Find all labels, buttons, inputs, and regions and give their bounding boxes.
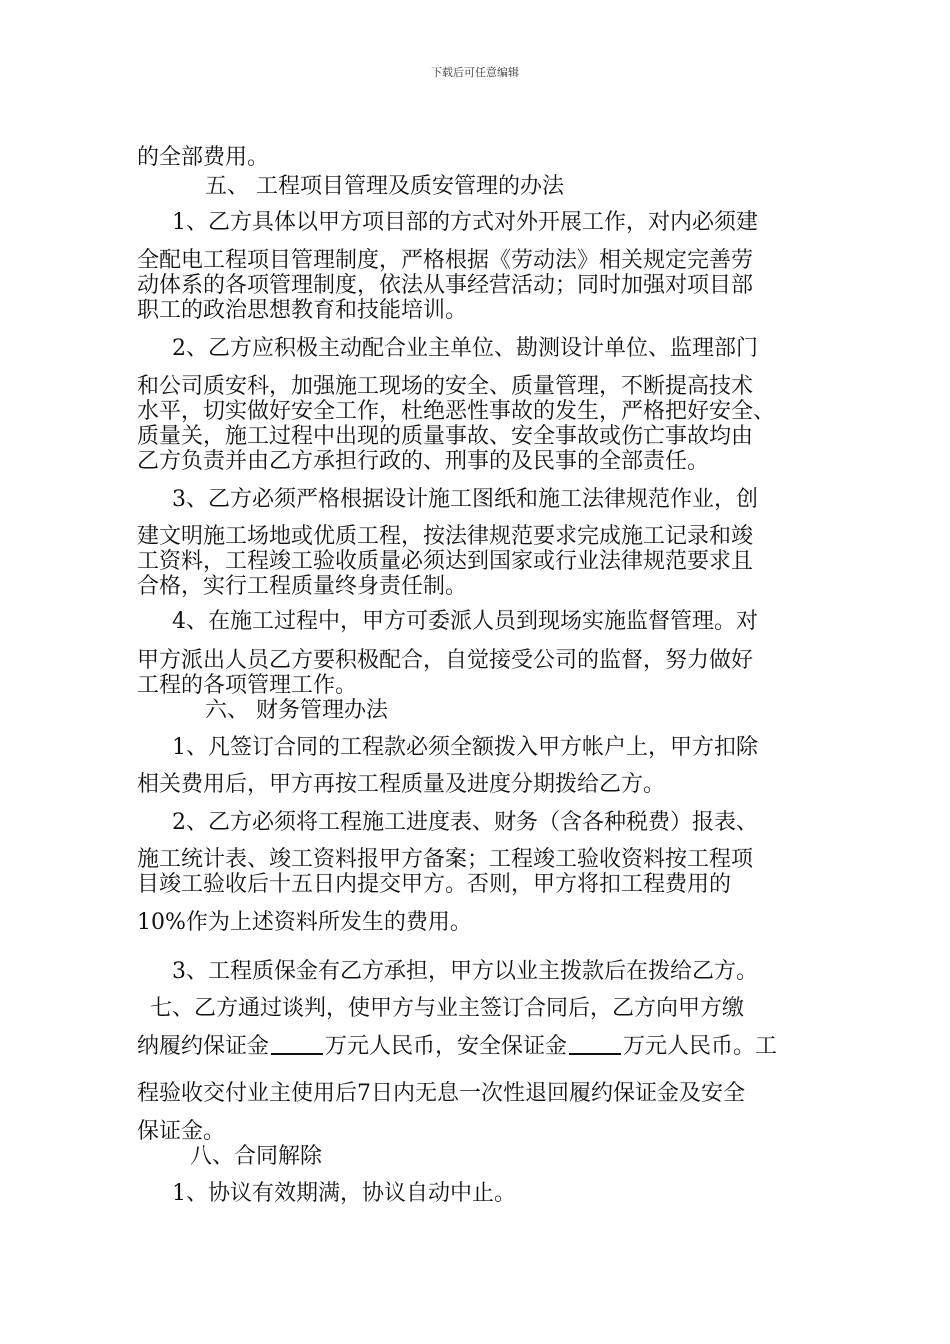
page-header: 下载后可任意编辑: [431, 66, 519, 79]
section-heading: 五、 工程项目管理及质安管理的办法: [205, 174, 564, 199]
text-line: 和公司质安科，加强施工现场的安全、质量管理，不断提高技术: [137, 374, 754, 399]
text-line: [137, 1034, 777, 1060]
text-line: 10%作为上述资料所发生的费用。: [137, 910, 472, 935]
text-line: 相关费用后，甲方再按工程质量及进度分期拨给乙方。: [137, 772, 666, 797]
fill-in-blank: [569, 1053, 621, 1055]
section-heading: 六、 财务管理办法: [205, 698, 388, 723]
text-line: 4、在施工过程中，甲方可委派人员到现场实施监督管理。对: [172, 609, 758, 634]
text-line: 施工统计表、竣工资料报甲方备案；工程竣工验收资料按工程项: [137, 847, 754, 872]
text-line: 建文明施工场地或优质工程，按法律规范要求完成施工记录和竣: [137, 524, 754, 549]
text-line: 水平，切实做好安全工作，杜绝恶性事故的发生，严格把好安全、: [137, 399, 776, 424]
text-line: 乙方负责并由乙方承担行政的、刑事的及民事的全部责任。: [137, 449, 710, 474]
text-line: 工资料，工程竣工验收质量必须达到国家或行业法律规范要求且: [137, 549, 754, 574]
text-line: 的全部费用。: [137, 145, 270, 170]
text-segment: 纳履约保证金: [137, 1034, 270, 1059]
text-line: 2、乙方应积极主动配合业主单位、勘测设计单位、监理部门: [172, 336, 758, 361]
text-segment: 万元人民币，安全保证金: [325, 1034, 568, 1059]
text-line: 动体系的各项管理制度，依法从事经营活动；同时加强对项目部: [137, 273, 754, 298]
text-line: 目竣工验收后十五日内提交甲方。否则，甲方将扣工程费用的: [137, 872, 732, 897]
text-line: 工程的各项管理工作。: [137, 673, 358, 698]
section-heading: 七、乙方通过谈判，使甲方与业主签订合同后，乙方向甲方缴: [150, 996, 745, 1021]
text-line: 1、乙方具体以甲方项目部的方式对外开展工作，对内必须建: [172, 210, 758, 235]
text-line: 全配电工程项目管理制度，严格根据《劳动法》相关规定完善劳: [137, 248, 754, 273]
fill-in-blank: [271, 1053, 323, 1055]
section-heading: 八、合同解除: [190, 1144, 323, 1169]
text-line: 甲方派出人员乙方要积极配合，自觉接受公司的监督，努力做好: [137, 648, 754, 673]
text-line: 1、协议有效期满，协议自动中止。: [172, 1181, 516, 1206]
text-segment: 万元人民币。工: [623, 1034, 778, 1059]
text-line: 程验收交付业主使用后7日内无息一次性退回履约保证金及安全: [137, 1081, 745, 1106]
text-line: 合格，实行工程质量终身责任制。: [137, 574, 468, 599]
text-line: 职工的政治思想教育和技能培训。: [137, 298, 468, 323]
text-line: 1、凡签订合同的工程款必须全额拨入甲方帐户上，甲方扣除: [172, 735, 758, 760]
text-line: 保证金。: [137, 1119, 226, 1144]
text-line: 2、乙方必须将工程施工进度表、财务（含各种税费）报表、: [172, 810, 758, 835]
text-line: 3、乙方必须严格根据设计施工图纸和施工法律规范作业，创: [172, 487, 758, 512]
text-line: 3、工程质保金有乙方承担，甲方以业主拨款后在拨给乙方。: [172, 959, 758, 984]
text-line: 质量关，施工过程中出现的质量事故、安全事故或伤亡事故均由: [137, 424, 754, 449]
